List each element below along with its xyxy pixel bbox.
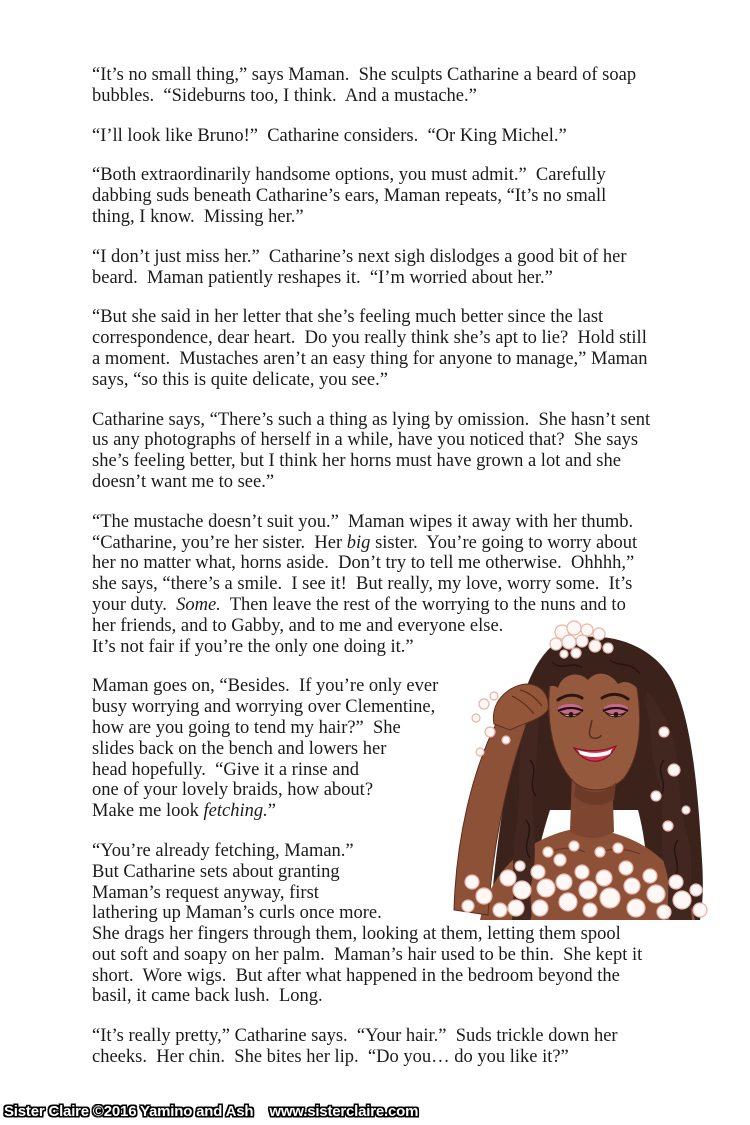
text-line: correspondence, dear heart. Do you really think she’s apt to lie? Hold still <box>92 328 647 349</box>
soap-bubble <box>576 635 588 647</box>
maman-illustration <box>450 620 712 920</box>
text-line: her no matter what, horns aside. Don’t try to tell me otherwise. Ohhhh,” <box>92 553 635 574</box>
text-line: she says, “there’s a smile. I see it! But really, my love, worry some. It’s <box>92 574 633 595</box>
text-line: basil, it came back lush. Long. <box>92 986 323 1007</box>
soap-bubble <box>571 648 581 658</box>
iris-right <box>614 712 619 717</box>
soap-bubble <box>476 748 484 756</box>
soap-bubble <box>668 764 680 776</box>
soap-bubble <box>472 714 480 722</box>
paragraph <box>92 307 650 390</box>
soap-bubble <box>583 903 597 917</box>
soap-bubble <box>589 640 601 652</box>
soap-bubble <box>627 899 645 917</box>
text-line: she’s feeling better, but I think her horns must have grown a lot and she <box>92 451 621 472</box>
soap-bubble <box>515 861 525 871</box>
soap-bubble <box>579 881 597 899</box>
text-line: a moment. Mustaches aren’t an easy thing for anyone to manage,” Maman <box>92 348 648 369</box>
soap-bubble <box>532 900 548 916</box>
soap-bubble <box>575 865 589 879</box>
soap-bubble <box>462 900 474 912</box>
soap-bubble <box>513 881 531 899</box>
soap-bubble <box>562 635 576 649</box>
text-line: “The mustache doesn’t suit you.” Maman wipes it away with her thumb. <box>92 511 634 532</box>
text-line: busy worrying and worrying over Clementine, <box>92 697 436 718</box>
soap-bubble <box>567 621 581 635</box>
website-url: www.sisterclaire.com <box>269 1103 419 1120</box>
soap-bubble <box>490 692 498 700</box>
paragraph <box>92 1026 650 1068</box>
italic-text: Some. <box>176 594 221 615</box>
story-text <box>92 65 650 1087</box>
soap-bubble <box>593 628 605 640</box>
paragraph <box>92 247 650 289</box>
soap-bubble <box>537 879 555 897</box>
soap-bubble <box>502 736 510 744</box>
soap-bubble <box>479 699 489 709</box>
soap-bubble <box>559 893 577 911</box>
soap-bubble <box>673 891 691 909</box>
soap-bubble <box>600 888 620 908</box>
text-line: lathering up Maman’s curls once more. <box>92 903 382 924</box>
soap-bubble <box>663 821 673 831</box>
text-run: Then leave the rest of the worrying to the nuns and to <box>220 594 626 615</box>
soap-bubble <box>619 861 633 875</box>
paragraph <box>92 410 650 493</box>
soap-bubble <box>581 624 593 636</box>
text-line: bubbles. “Sideburns too, I think. And a mustache.” <box>92 85 477 106</box>
paragraph <box>92 126 650 147</box>
text-line: how are you going to tend my hair?” She <box>92 717 401 738</box>
text-line: “I’ll look like Bruno!” Catharine considers. “Or King Michel.” <box>92 125 567 146</box>
italic-text: fetching. <box>203 801 268 822</box>
text-line: says, “so this is quite delicate, you see.” <box>92 369 388 390</box>
soap-bubble <box>595 847 605 857</box>
text-line: But Catharine sets about granting <box>92 861 340 882</box>
text-line: “It’s no small thing,” says Maman. She sculpts Catharine a beard of soap <box>92 65 637 85</box>
text-run: your duty. <box>92 594 177 615</box>
text-line: dabbing suds beneath Catharine’s ears, Maman repeats, “It’s no small <box>92 186 607 207</box>
text-run: sister. You’re going to worry about <box>370 532 638 553</box>
soap-bubble <box>657 905 671 919</box>
soap-bubble <box>476 888 492 904</box>
text-line: “You’re already fetching, Maman.” <box>92 840 354 861</box>
text-line: Catharine says, “There’s such a thing as lying by omission. She hasn’t sent <box>92 409 651 430</box>
text-line: It’s not fair if you’re the only one doing it.” <box>92 636 414 657</box>
soap-bubble <box>647 885 665 903</box>
text-line <box>92 595 650 616</box>
soap-bubble <box>543 847 553 857</box>
text-line: “I don’t just miss her.” Catharine’s next sigh dislodges a good bit of her <box>92 246 627 267</box>
text-line: thing, I know. Missing her.” <box>92 206 304 227</box>
soap-bubble <box>643 869 657 883</box>
text-line: us any photographs of herself in a while, have you noticed that? She says <box>92 430 639 451</box>
text-line: her friends, and to Gabby, and to me and everyone else. <box>92 615 504 636</box>
soap-bubble <box>500 870 516 886</box>
soap-bubble <box>690 884 702 896</box>
soap-bubble <box>531 865 545 879</box>
text-line: “But she said in her letter that she’s feeling much better since the last <box>92 307 604 328</box>
soap-bubble <box>596 870 612 886</box>
soap-bubble <box>569 841 579 851</box>
soap-bubble <box>560 650 568 658</box>
text-line: doesn’t want me to see.” <box>92 471 275 492</box>
text-line: head hopefully. “Give it a rinse and <box>92 759 359 780</box>
soap-bubble <box>603 643 613 653</box>
text-run: ” <box>267 801 276 822</box>
text-line: She drags her fingers through them, looking at them, letting them spool <box>92 924 621 945</box>
text-line <box>92 533 650 554</box>
text-line: Maman’s request anyway, first <box>92 882 319 903</box>
soap-bubble <box>624 878 640 894</box>
text-line: beard. Maman patiently reshapes it. “I’m worried about her.” <box>92 267 553 288</box>
soap-bubble <box>682 806 690 814</box>
text-line: slides back on the bench and lowers her <box>92 738 387 759</box>
text-line: “Both extraordinarily handsome options, you must admit.” Carefully <box>92 165 606 186</box>
page-footer <box>4 1103 418 1121</box>
text-line: Maman goes on, “Besides. If you’re only ever <box>92 676 439 697</box>
iris-left <box>569 712 574 717</box>
text-run: Make me look <box>92 801 204 822</box>
soap-bubble <box>613 843 623 853</box>
text-run: “Catharine, you’re her sister. Her <box>92 532 347 553</box>
text-line: cheeks. Her chin. She bites her lip. “Do you… do you like it?” <box>92 1047 569 1068</box>
text-line: one of your lovely braids, how about? <box>92 780 374 801</box>
soap-bubble <box>659 727 669 737</box>
soap-bubble <box>550 638 562 650</box>
paragraph <box>92 165 650 227</box>
soap-bubble <box>651 791 661 801</box>
paragraph <box>92 65 650 107</box>
soap-bubble <box>508 900 524 916</box>
soap-bubble <box>465 875 479 889</box>
text-line: “It’s really pretty,” Catharine says. “Your hair.” Suds trickle down her <box>92 1026 618 1047</box>
soap-bubble <box>693 903 707 917</box>
copyright-credit: Sister Claire ©2016 Yamino and Ash <box>4 1103 254 1120</box>
italic-text: big <box>346 532 371 553</box>
soap-bubble <box>556 874 572 890</box>
soap-bubble <box>485 727 495 737</box>
text-line: out soft and soapy on her palm. Maman’s hair used to be thin. She kept it <box>92 944 643 965</box>
soap-bubble <box>554 854 566 866</box>
soap-bubble <box>493 903 507 917</box>
soap-bubble <box>669 875 683 889</box>
text-line: short. Wore wigs. But after what happened in the bedroom beyond the <box>92 965 620 986</box>
